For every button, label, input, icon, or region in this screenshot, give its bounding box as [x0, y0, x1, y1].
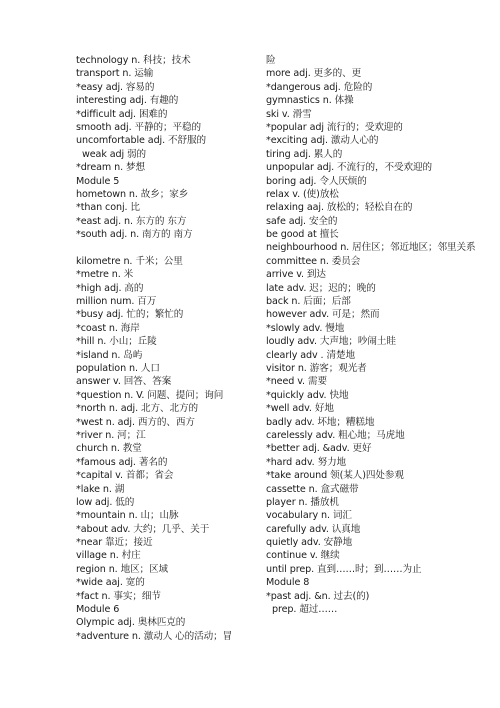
entry-region: region n. 地区；区域 [76, 563, 169, 575]
entry-capital: *capital v. 首都；省会 [76, 470, 174, 482]
entry-ski: ski v. 滑雪 [266, 108, 312, 120]
entry-be-good-at: be good at 擅长 [266, 229, 339, 241]
left-column [76, 54, 262, 643]
entry-past: *past adj. &n. 过去(的) [266, 590, 370, 602]
entry-question: *question n. V. 问题、提问；询问 [76, 389, 224, 401]
blank-line [76, 241, 262, 254]
entry-badly: badly adv. 坏地；糟糕地 [266, 416, 375, 428]
entry-difficult: *difficult adj. 困难的 [76, 108, 168, 120]
entry-transport: transport n. 运输 [76, 68, 154, 80]
entry-better: *better adj. &adv. 更好 [266, 443, 372, 455]
module-heading: Module 5 [76, 175, 120, 187]
entry-safe: safe adj. 安全的 [266, 215, 338, 227]
entry-mountain: *mountain n. 山；山脉 [76, 510, 179, 522]
entry-near: *near 靠近；接近 [76, 537, 153, 549]
entry-tiring: tiring adj. 累人的 [266, 148, 343, 160]
entry-kilometre: kilometre n. 千米；公里 [76, 255, 183, 267]
entry-south: *south adj. n. 南方的 南方 [76, 229, 193, 241]
entry-cassette: cassette n. 盒式磁带 [266, 483, 359, 495]
entry-technology: technology n. 科技；技术 [76, 55, 191, 66]
entry-need: *need v. 需要 [266, 376, 327, 388]
entry-relaxing: relaxing aaj. 放松的；轻松自在的 [266, 202, 413, 214]
entry-more: more adj. 更多的、更 [266, 68, 362, 80]
entry-hometown: hometown n. 故乡；家乡 [76, 188, 189, 200]
entry-neighbourhood: neighbourhood n. 居住区；邻近地区；邻里关系 [266, 242, 476, 254]
entry-quietly: quietly adv. 安静地 [266, 537, 353, 549]
entry-river: *river n. 河；江 [76, 429, 146, 441]
module-heading: Module 6 [76, 604, 120, 616]
entry-church: church n. 教堂 [76, 443, 142, 455]
entry-lake: *lake n. 湖 [76, 483, 125, 495]
entry-north: *north n. adj. 北方、北方的 [76, 403, 198, 415]
entry-visitor: visitor n. 游客；观光者 [266, 363, 367, 375]
module-heading: Module 8 [266, 577, 310, 589]
entry-weak: weak adj 弱的 [82, 148, 147, 160]
entry-adventure-continued: 险 [266, 55, 276, 66]
right-column [266, 54, 488, 616]
entry-than: *than conj. 比 [76, 202, 140, 214]
entry-gymnastics: gymnastics n. 体操 [266, 95, 354, 107]
entry-fact: *fact n. 事实；细节 [76, 590, 161, 602]
entry-past-prep: prep. 超过…… [272, 604, 338, 616]
entry-interesting: interesting adj. 有趣的 [76, 95, 179, 107]
entry-high: *high adj. 高的 [76, 282, 144, 294]
entry-low: low adj. 低的 [76, 496, 135, 508]
entry-exciting: *exciting adj. 激动人心的 [266, 135, 379, 147]
entry-vocabulary: vocabulary n. 词汇 [266, 510, 352, 522]
entry-population: population n. 人口 [76, 362, 160, 374]
entry-relax: relax v. (使)放松 [266, 188, 339, 200]
entry-about: *about adv. 大约；几乎、关于 [76, 523, 210, 535]
entry-committee: committee n. 委员会 [266, 255, 361, 267]
entry-west: *west n. adj. 西方的、西方 [76, 416, 195, 428]
entry-loudly: loudly adv. 大声地；吵闹土眭 [266, 336, 396, 348]
entry-clearly: clearly adv . 清楚地 [266, 349, 355, 361]
entry-arrive: arrive v. 到达 [266, 269, 326, 281]
entry-slowly: *slowly adv. 慢地 [266, 322, 345, 334]
entry-metre: *metre n. 米 [76, 269, 134, 281]
entry-east: *east adj. n. 东方的 东方 [76, 215, 187, 227]
entry-island: *island n. 岛屿 [76, 349, 143, 361]
entry-answer: answer v. 回答、答案 [76, 376, 172, 388]
entry-easy: *easy adj. 容易的 [76, 81, 155, 93]
entry-famous: *famous adj. 著名的 [76, 456, 168, 468]
entry-olympic: Olympic adj. 奥林匹克的 [76, 617, 186, 629]
entry-player: player n. 播放机 [266, 496, 339, 508]
entry-late: late adv. 迟；迟的；晚的 [266, 282, 376, 294]
entry-coast: *coast n. 海岸 [76, 322, 140, 334]
entry-village: village n. 村庄 [76, 550, 141, 562]
entry-smooth: smooth adj. 平静的；平稳的 [76, 121, 201, 133]
entry-popular: *popular adj 流行的；受欢迎的 [266, 121, 403, 133]
entry-uncomfortable: uncomfortable adj. 不舒服的 [76, 135, 206, 147]
entry-continue: continue v. 继续 [266, 550, 340, 562]
entry-boring: boring adj. 令人厌烦的 [266, 175, 367, 187]
entry-dream: *dream n. 梦想 [76, 162, 145, 174]
entry-however: however adv. 可是；然而 [266, 309, 380, 321]
entry-hill: *hill n. 小山；丘陵 [76, 336, 157, 348]
entry-hard: *hard adv. 努力地 [266, 456, 347, 468]
entry-quickly: *quickly adv. 快地 [266, 389, 349, 401]
entry-back: back n. 后面；后部 [266, 296, 351, 308]
entry-wide: *wide aaj. 宽的 [76, 577, 145, 589]
entry-million: million num. 百万 [76, 296, 157, 308]
entry-dangerous: *dangerous adj. 危险的 [266, 81, 373, 93]
entry-carelessly: carelessly adv. 粗心地；马虎地 [266, 429, 405, 441]
entry-until: until prep. 直到……时；到……为止 [266, 563, 422, 575]
entry-busy: *busy adj. 忙的；繁忙的 [76, 309, 184, 321]
entry-carefully: carefully adv. 认真地 [266, 523, 361, 535]
entry-take-around: *take around 领(某人)四处参观 [266, 470, 404, 482]
entry-unpopular: unpopular adj. 不流行的，不受欢迎的 [266, 162, 432, 174]
entry-well: *well adv. 好地 [266, 403, 334, 415]
entry-adventure: *adventure n. 激动人 心的活动；冒 [76, 630, 233, 642]
